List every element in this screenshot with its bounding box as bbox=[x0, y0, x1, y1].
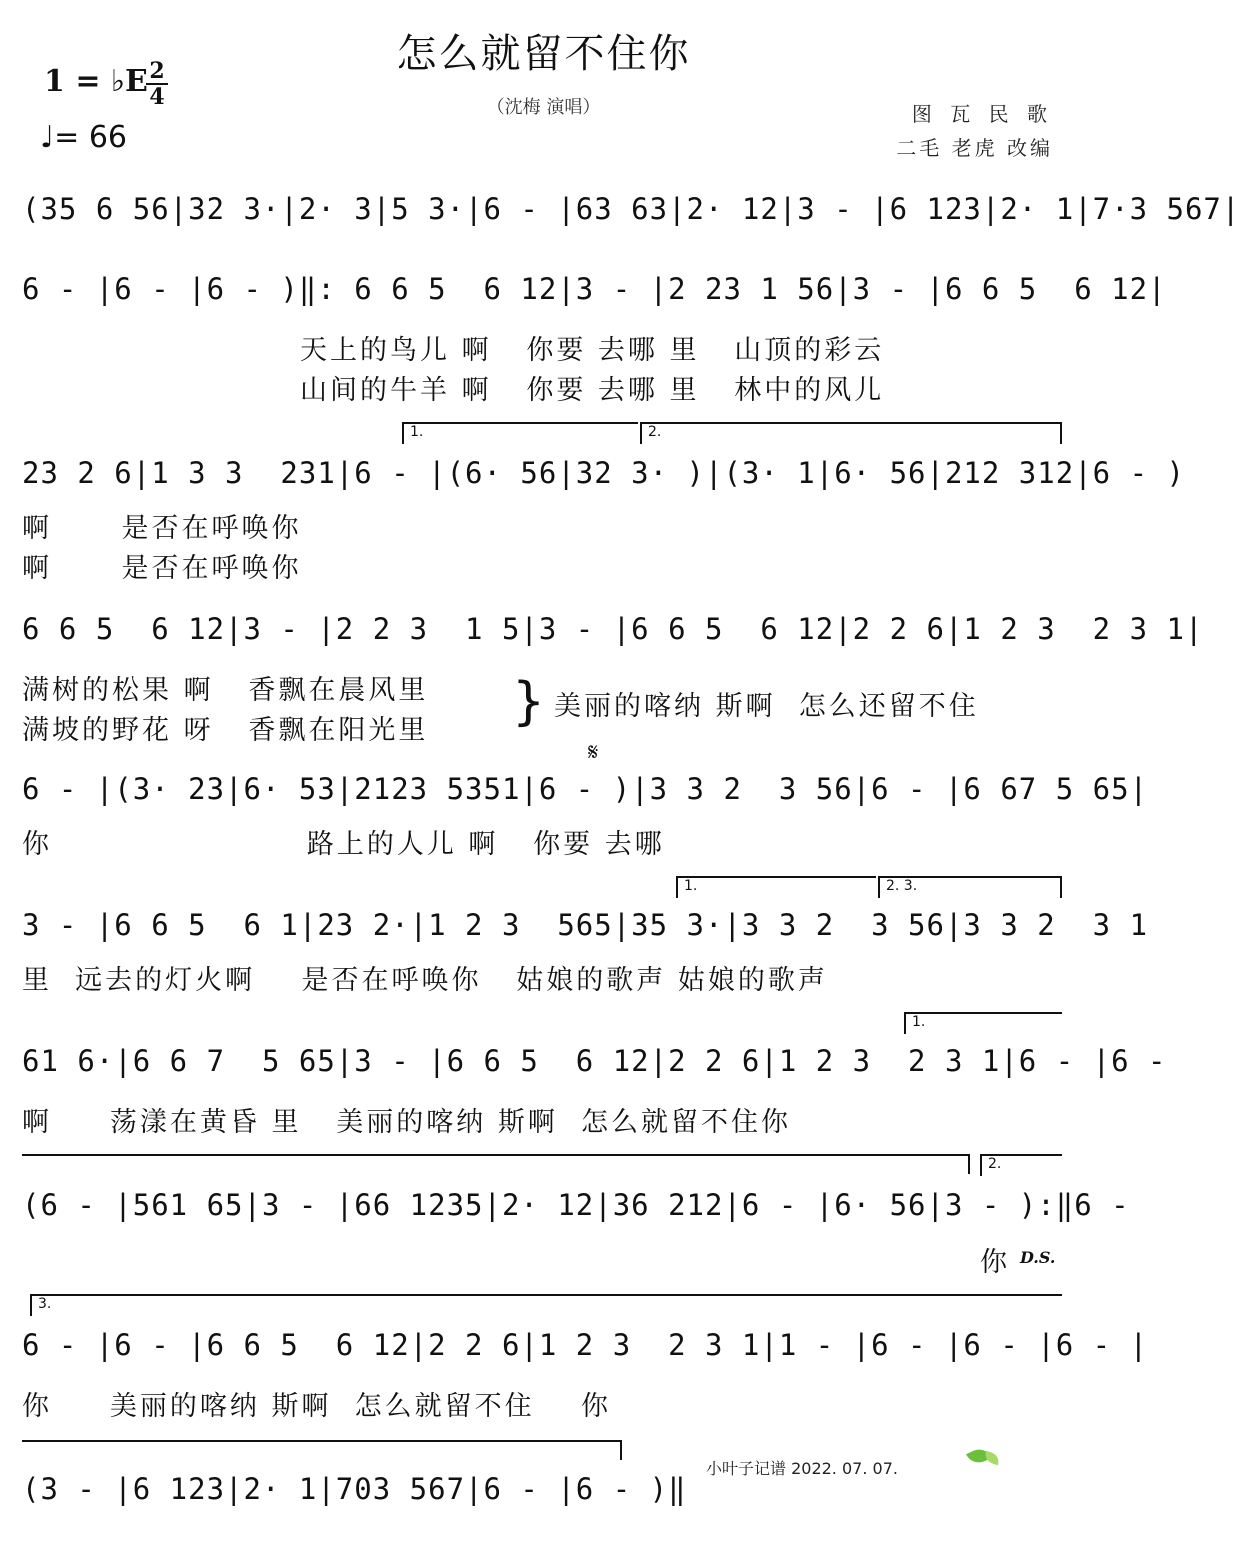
tempo-marking: ♩= 66 bbox=[40, 120, 127, 155]
lyric-row-2-verse-2: 山间的牛羊 啊 你要 去哪 里 林中的风儿 bbox=[300, 375, 885, 406]
singer-credit: （沈梅 演唱） bbox=[486, 97, 601, 118]
volta-end-line-b bbox=[1060, 876, 1062, 898]
notation-row-3: 23 2 6|1 3 3 231|6 - |(6· 56|32 3· )|(3· 1|6· 56|212 312|6 - ) bbox=[22, 456, 1185, 490]
arranger-credit: 二毛 老虎 改编 bbox=[896, 136, 1053, 160]
volta-line-3-end bbox=[22, 1440, 620, 1442]
time-top: 2 bbox=[149, 58, 165, 84]
segno-sign: 𝄋 bbox=[588, 738, 599, 766]
notation-row-10: (3 - |6 123|2· 1|703 567|6 - |6 - )‖ bbox=[22, 1472, 687, 1506]
notation-row-9: 6 - |6 - |6 6 5 6 12|2 2 6|1 2 3 2 3 1|1 - |6 - |6 - |6 - | bbox=[22, 1328, 1149, 1362]
lyric-row-4-shared: 美丽的喀纳 斯啊 怎么还留不住 bbox=[554, 691, 979, 722]
volta-bracket-1: 1. bbox=[402, 422, 638, 444]
notation-row-8: (6 - |561 65|3 - |66 1235|2· 12|36 212|6 - |6· 56|3 - ):‖6 - bbox=[22, 1188, 1130, 1222]
dal-segno-mark: D.S. bbox=[1020, 1248, 1056, 1267]
notation-row-1: (35 6 56|32 3·|2· 3|5 3·|6 - |63 63|2· 12|3 - |6 123|2· 1|7·3 567| bbox=[22, 192, 1240, 226]
volta-bracket-23: 2. 3. bbox=[878, 876, 1062, 898]
notation-row-4: 6 6 5 6 12|3 - |2 2 3 1 5|3 - |6 6 5 6 12|2 2 6|1 2 3 2 3 1| bbox=[22, 612, 1204, 646]
key-signature: 1 = ♭E bbox=[44, 64, 148, 99]
volta-bracket-1c: 1. bbox=[904, 1012, 1062, 1034]
composer-credit: 图 瓦 民 歌 bbox=[911, 102, 1053, 126]
lyric-row-5: 你 路上的人儿 啊 你要 去哪 bbox=[22, 829, 665, 860]
volta-bracket-3: 3. bbox=[30, 1294, 1062, 1316]
lyric-row-6: 里 远去的灯火啊 是否在呼唤你 姑娘的歌声 姑娘的歌声 bbox=[22, 965, 828, 996]
notation-row-5: 6 - |(3· 23|6· 53|2123 5351|6 - )|3 3 2 3 56|6 - |6 67 5 65| bbox=[22, 772, 1149, 806]
notation-row-2: 6 - |6 - |6 - )‖: 6 6 5 6 12|3 - |2 23 1 56|3 - |6 6 5 6 12| bbox=[22, 272, 1167, 306]
lyric-row-7: 啊 荡漾在黄昏 里 美丽的喀纳 斯啊 怎么就留不住你 bbox=[22, 1107, 791, 1138]
lyric-row-3-verse-2: 啊 是否在呼唤你 bbox=[22, 553, 302, 584]
volta-line-3-end-tick bbox=[620, 1440, 622, 1460]
verse-brace: } bbox=[512, 672, 546, 732]
leaf-icon bbox=[968, 1448, 1000, 1467]
volta-bracket-1b: 1. bbox=[676, 876, 876, 898]
time-bottom: 4 bbox=[149, 84, 165, 110]
transcriber-signature: 小叶子记谱 2022. 07. 07. bbox=[706, 1459, 898, 1478]
score-title: 怎么就留不住你 bbox=[396, 31, 691, 77]
lyric-row-3-verse-1: 啊 是否在呼唤你 bbox=[22, 513, 302, 544]
time-signature bbox=[146, 60, 168, 108]
volta-bracket-2b: 2. bbox=[980, 1154, 1062, 1176]
lyric-row-8: 你 bbox=[980, 1247, 1010, 1278]
lyric-row-2-verse-1: 天上的鸟儿 啊 你要 去哪 里 山顶的彩云 bbox=[300, 335, 885, 366]
lyric-row-9: 你 美丽的喀纳 斯啊 怎么就留不住 你 bbox=[22, 1391, 611, 1422]
lyric-row-4-verse-2: 满坡的野花 呀 香飘在阳光里 bbox=[22, 715, 429, 746]
volta-line-1d-end bbox=[968, 1154, 970, 1174]
lyric-row-4-verse-1: 满树的松果 啊 香飘在晨风里 bbox=[22, 675, 429, 706]
notation-row-7: 61 6·|6 6 7 5 65|3 - |6 6 5 6 12|2 2 6|1 2 3 2 3 1|6 - |6 - bbox=[22, 1044, 1167, 1078]
volta-end-line bbox=[1060, 422, 1062, 444]
volta-bracket-2: 2. bbox=[640, 422, 1062, 444]
notation-row-6: 3 - |6 6 5 6 1|23 2·|1 2 3 565|35 3·|3 3 2 3 56|3 3 2 3 1 bbox=[22, 908, 1149, 942]
volta-line-1d bbox=[22, 1154, 968, 1156]
